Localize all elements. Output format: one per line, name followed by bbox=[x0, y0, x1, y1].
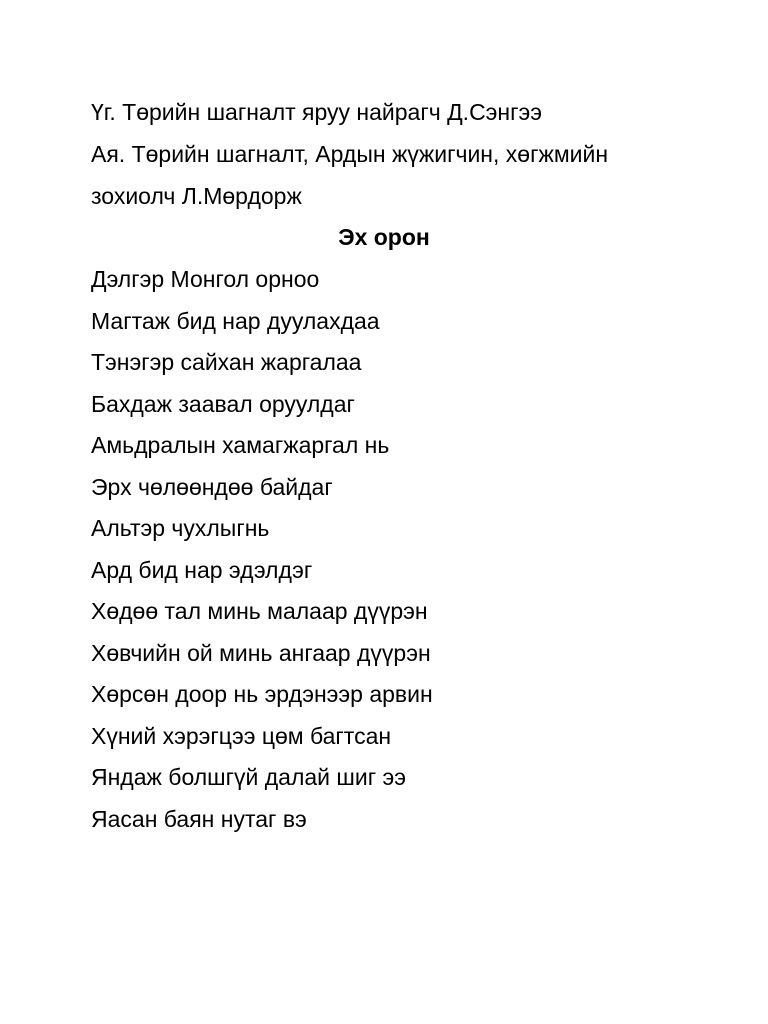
song-line: Бахдаж заавал оруулдаг bbox=[91, 391, 355, 417]
song-line: Хөрсөн доор нь эрдэнээр арвин bbox=[91, 681, 433, 707]
song-line: Магтаж бид нар дуулахдаа bbox=[91, 308, 380, 334]
song-title: Эх орон bbox=[338, 224, 430, 250]
song-line: Хөвчийн ой минь ангаар дүүрэн bbox=[91, 640, 431, 666]
song-line: Яндаж болшгүй далай шиг ээ bbox=[91, 764, 406, 790]
music-credit-line-2: зохиолч Л.Мөрдорж bbox=[91, 183, 302, 209]
song-line: Яасан баян нутаг вэ bbox=[91, 806, 307, 832]
song-line: Ард бид нар эдэлдэг bbox=[91, 557, 313, 583]
song-line: Амьдралын хамагжаргал нь bbox=[91, 432, 390, 458]
song-line: Эрх чөлөөндөө байдаг bbox=[91, 474, 333, 500]
song-line: Хүний хэрэгцээ цөм багтсан bbox=[91, 723, 392, 749]
music-credit-line-1: Ая. Төрийн шагналт, Ардын жүжигчин, хөгжмийн bbox=[91, 141, 609, 167]
song-line: Тэнэгэр сайхан жаргалаа bbox=[91, 349, 362, 375]
lyrics-credit: Үг. Төрийн шагналт яруу найрагч Д.Сэнгээ bbox=[91, 99, 542, 125]
song-line: Дэлгэр Монгол орноо bbox=[91, 266, 320, 292]
song-line: Хөдөө тал минь малаар дүүрэн bbox=[91, 598, 428, 624]
song-line: Альтэр чухлыгнь bbox=[91, 515, 270, 541]
